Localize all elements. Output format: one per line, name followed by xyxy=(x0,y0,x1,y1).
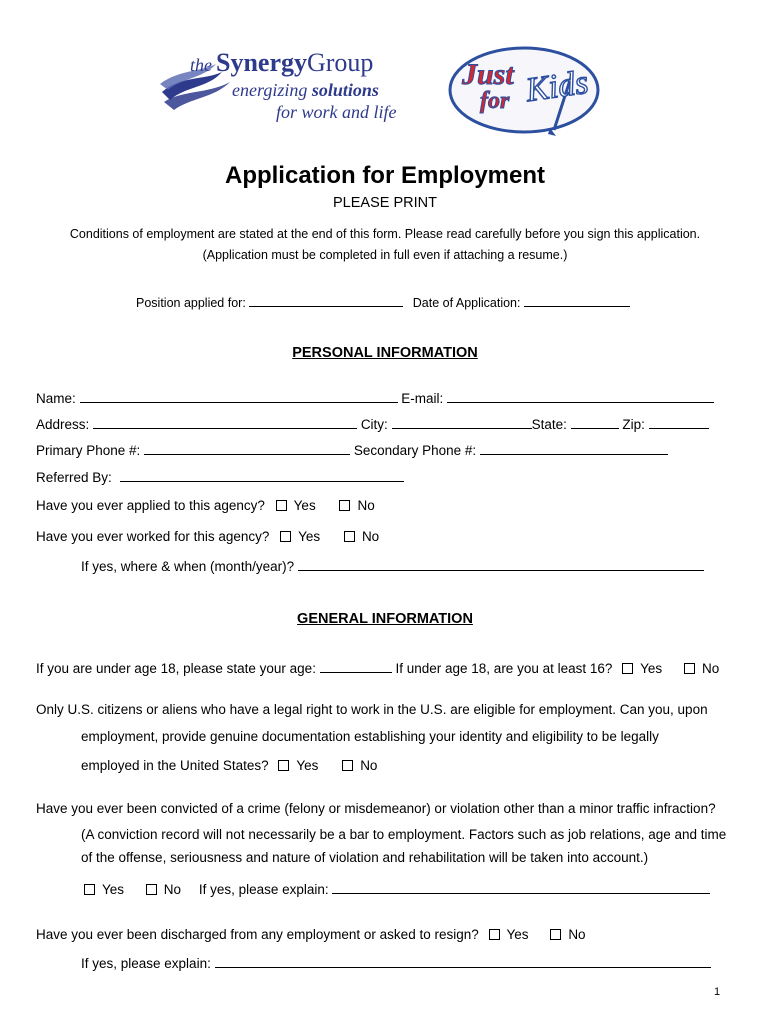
crime-yes-checkbox[interactable] xyxy=(84,884,95,895)
synergy-wordmark xyxy=(190,48,373,78)
yes-label: Yes xyxy=(102,882,125,897)
crime-question: Have you ever been convicted of a crime (felony or misdemeanor) or violation other than a minor traffic infraction? xyxy=(36,801,716,816)
crime-answer-row xyxy=(74,880,710,898)
state-label: State: xyxy=(531,417,567,432)
logo-the: the xyxy=(190,55,212,75)
referred-row xyxy=(36,468,404,486)
position-field[interactable] xyxy=(249,293,403,307)
discharged-explain-field[interactable] xyxy=(215,954,711,968)
no-label: No xyxy=(163,882,182,897)
worked-no-checkbox[interactable] xyxy=(344,531,355,542)
date-label: Date of Application: xyxy=(412,296,521,310)
no-label: No xyxy=(568,927,586,942)
no-label: No xyxy=(360,758,378,773)
primary-phone-field[interactable] xyxy=(144,441,350,455)
conditions-line-2: (Application must be completed in full even if attaching a resume.) xyxy=(202,248,568,262)
general-info-header: GENERAL INFORMATION xyxy=(297,611,473,627)
secondary-phone-field[interactable] xyxy=(480,441,668,455)
city-label: City: xyxy=(360,417,388,432)
discharged-explain-row xyxy=(81,954,711,972)
name-field[interactable] xyxy=(80,389,398,403)
yes-label: Yes xyxy=(298,529,321,544)
worked-yes-checkbox[interactable] xyxy=(280,531,291,542)
zip-field[interactable] xyxy=(649,415,709,429)
date-field[interactable] xyxy=(524,293,630,307)
age16-no-checkbox[interactable] xyxy=(684,663,695,674)
discharged-explain-label: If yes, please explain: xyxy=(81,956,211,971)
just-for-kids-logo xyxy=(446,44,606,136)
personal-info-header: PERSONAL INFORMATION xyxy=(292,345,478,361)
discharged-no-checkbox[interactable] xyxy=(550,929,561,940)
applied-yes-checkbox[interactable] xyxy=(276,500,287,511)
where-when-label: If yes, where & when (month/year)? xyxy=(81,559,295,574)
logo-group: Group xyxy=(307,48,374,77)
age-field[interactable] xyxy=(320,659,392,673)
citizen-line-2: employment, provide genuine documentation establishing your identity and eligibility to be legally xyxy=(81,729,659,744)
age-row xyxy=(36,659,719,677)
crime-note-2: of the offense, seriousness and nature of violation and rehabilitation will be taken into account.) xyxy=(81,850,649,865)
logo-synergy: Synergy xyxy=(216,48,307,77)
worked-question: Have you ever worked for this agency? xyxy=(36,529,270,544)
referred-by-field[interactable] xyxy=(120,468,404,482)
position-row xyxy=(136,293,630,311)
state-field[interactable] xyxy=(571,415,619,429)
logo-kids: Kids xyxy=(523,63,591,110)
crime-explain-field[interactable] xyxy=(332,880,710,894)
secondary-phone-label: Secondary Phone #: xyxy=(353,443,477,458)
address-label: Address: xyxy=(36,417,90,432)
worked-row xyxy=(36,529,379,545)
where-when-row xyxy=(81,557,704,575)
logo-tagline-2: for work and life xyxy=(276,102,397,122)
city-field[interactable] xyxy=(392,415,532,429)
yes-label: Yes xyxy=(296,758,319,773)
referred-by-label: Referred By: xyxy=(36,470,112,485)
logo-tagline-energizing: energizing xyxy=(232,80,312,100)
logo-for: for xyxy=(480,88,510,114)
position-label: Position applied for: xyxy=(136,296,246,310)
no-label: No xyxy=(701,661,720,676)
crime-note-1: (A conviction record will not necessarily be a bar to employment. Factors such as job relations, age and time xyxy=(81,827,727,842)
discharged-question: Have you ever been discharged from any employment or asked to resign? xyxy=(36,927,479,942)
conditions-line-1: Conditions of employment are stated at the end of this form. Please read carefully before you sign this application. xyxy=(69,227,701,241)
citizen-yes-checkbox[interactable] xyxy=(278,760,289,771)
crime-explain-label: If yes, please explain: xyxy=(198,882,329,897)
email-field[interactable] xyxy=(447,389,714,403)
yes-label: Yes xyxy=(293,498,316,513)
applied-question: Have you ever applied to this agency? xyxy=(36,498,265,513)
page-subtitle: PLEASE PRINT xyxy=(333,195,437,211)
phone-row xyxy=(36,441,668,459)
logo-tagline-1 xyxy=(232,80,379,101)
no-label: No xyxy=(361,529,380,544)
no-label: No xyxy=(357,498,375,513)
yes-label: Yes xyxy=(506,927,529,942)
logo-tagline-solutions: solutions xyxy=(311,80,379,100)
discharged-row xyxy=(36,927,586,943)
citizen-line-1: Only U.S. citizens or aliens who have a legal right to work in the U.S. are eligible for employment. Can you, upon xyxy=(36,702,708,717)
crime-no-checkbox[interactable] xyxy=(146,884,157,895)
discharged-yes-checkbox[interactable] xyxy=(489,929,500,940)
yes-label: Yes xyxy=(640,661,663,676)
applied-no-checkbox[interactable] xyxy=(339,500,350,511)
citizen-row xyxy=(81,758,377,774)
where-when-field[interactable] xyxy=(298,557,704,571)
synergy-group-logo xyxy=(160,48,410,130)
age16-question: If under age 18, are you at least 16? xyxy=(395,661,613,676)
page-number: 1 xyxy=(714,986,721,998)
zip-label: Zip: xyxy=(622,417,645,432)
address-row xyxy=(36,415,709,433)
page-title: Application for Employment xyxy=(224,162,545,189)
age-label: If you are under age 18, please state your age: xyxy=(36,661,316,676)
name-label: Name: xyxy=(36,391,76,406)
citizen-line-3: employed in the United States? xyxy=(81,758,269,773)
applied-row xyxy=(36,498,375,514)
citizen-no-checkbox[interactable] xyxy=(342,760,353,771)
primary-phone-label: Primary Phone #: xyxy=(36,443,141,458)
age16-yes-checkbox[interactable] xyxy=(622,663,633,674)
name-row xyxy=(36,389,714,407)
address-field[interactable] xyxy=(93,415,357,429)
email-label: E-mail: xyxy=(401,391,444,406)
logo-just: Just xyxy=(462,58,514,91)
